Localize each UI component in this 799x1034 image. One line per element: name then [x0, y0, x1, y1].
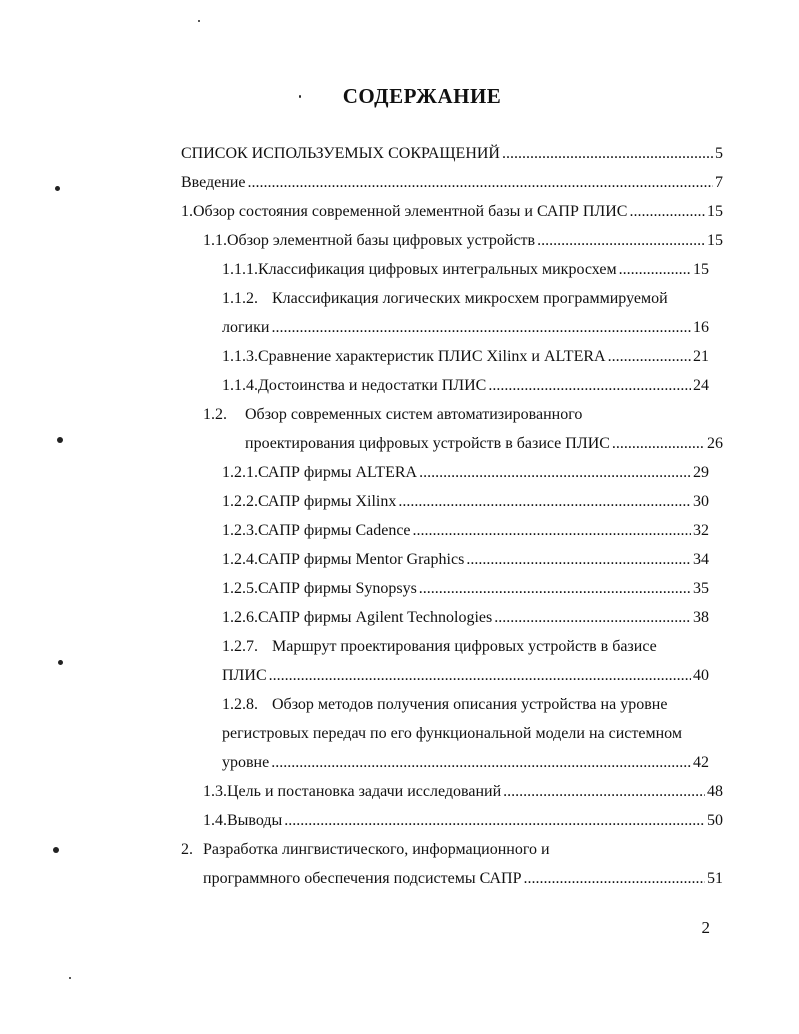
scan-speck [57, 437, 63, 443]
toc-entry-number: 1.2.2. [222, 493, 258, 510]
toc-entry-number: 1.4. [203, 812, 227, 829]
toc-entry[interactable] [245, 434, 723, 454]
toc-entry-continuation: регистровых передач по его функциональной модели на системном [222, 725, 682, 742]
dot-leader [537, 231, 705, 251]
page-number: 2 [701, 918, 710, 937]
scan-speck [58, 660, 63, 665]
toc-entry-page: 15 [707, 232, 723, 249]
dot-leader [419, 463, 691, 483]
toc-entry-page: 30 [693, 493, 709, 510]
scan-speck [69, 977, 71, 979]
toc-entry[interactable] [222, 608, 709, 628]
dot-leader [419, 579, 691, 599]
toc-entry-page: 42 [693, 754, 709, 771]
toc-entry-page: 40 [693, 667, 709, 684]
toc-entry[interactable] [181, 202, 723, 222]
toc-entry-continuation: проектирования цифровых устройств в базисе ПЛИС [245, 435, 610, 452]
dot-leader [466, 550, 691, 570]
toc-entry-page: 48 [707, 783, 723, 800]
toc-entry-title: САПР фирмы Xilinx [258, 493, 397, 510]
dot-leader [284, 811, 705, 831]
toc-entry-page: 51 [707, 870, 723, 887]
toc-entry[interactable] [222, 753, 709, 773]
toc-entry-middle-line[interactable] [222, 724, 709, 744]
toc-entry-title: САПР фирмы Synopsys [258, 580, 417, 597]
toc-entry-number: 1.1.4. [222, 377, 258, 394]
dot-leader [271, 753, 691, 773]
toc-entry-title: Введение [181, 174, 246, 191]
toc-entry-number: 1.1.1. [222, 261, 258, 278]
toc-entry-page: 21 [693, 348, 709, 365]
toc-entry[interactable] [203, 869, 723, 889]
toc-entry-number: 1. [181, 203, 193, 220]
toc-entry[interactable] [181, 144, 723, 164]
scan-speck [198, 20, 200, 22]
toc-entry-first-line[interactable] [222, 289, 709, 309]
dot-leader [619, 260, 691, 280]
dot-leader [502, 144, 713, 164]
toc-entry-number: 1.1.3. [222, 348, 258, 365]
toc-entry-first-line[interactable] [181, 840, 723, 860]
toc-entry-number: 1.2. [203, 406, 227, 423]
toc-entry-page: 15 [693, 261, 709, 278]
dot-leader [608, 347, 691, 367]
toc-entry-title: Цель и постановка задачи исследований [227, 783, 502, 800]
toc-entry-title: САПР фирмы Mentor Graphics [258, 551, 465, 568]
dot-leader [612, 434, 705, 454]
toc-entry-title: Выводы [227, 812, 283, 829]
toc-entry-page: 38 [693, 609, 709, 626]
toc-entry-continuation: программного обеспечения подсистемы САПР [203, 870, 522, 887]
toc-entry-continuation: уровне [222, 754, 270, 771]
toc-entry[interactable] [203, 782, 723, 802]
toc-entry-first-line[interactable] [222, 695, 709, 715]
toc-entry-page: 35 [693, 580, 709, 597]
toc-entry-continuation: ПЛИС [222, 667, 267, 684]
toc-entry[interactable] [222, 579, 709, 599]
scan-speck [299, 95, 301, 98]
toc-entry-number: 1.2.4. [222, 551, 258, 568]
dot-leader [629, 202, 705, 222]
dot-leader [488, 376, 691, 396]
toc-entry-page: 32 [693, 522, 709, 539]
dot-leader [503, 782, 705, 802]
toc-entry-number: 1.1. [203, 232, 227, 249]
toc-entry-continuation: логики [222, 319, 270, 336]
toc-entry-page: 7 [715, 174, 723, 191]
toc-entry-title: Достоинства и недостатки ПЛИС [258, 377, 487, 394]
toc-entry[interactable] [203, 231, 723, 251]
toc-entry-page: 34 [693, 551, 709, 568]
toc-entry-title: Классификация логических микросхем программируемой [272, 290, 668, 307]
dot-leader [413, 521, 691, 541]
dot-leader [524, 869, 706, 889]
toc-entry-number: 1.2.8. [222, 696, 258, 713]
toc-entry-number: 1.1.2. [222, 290, 258, 307]
toc-entry-title: САПР фирмы Cadence [258, 522, 411, 539]
dot-leader [398, 492, 691, 512]
toc-entry-number: 1.2.5. [222, 580, 258, 597]
toc-entry-title: Обзор элементной базы цифровых устройств [227, 232, 536, 249]
toc-entry[interactable] [222, 463, 709, 483]
toc-entry-title: Маршрут проектирования цифровых устройств в базисе [272, 638, 657, 655]
toc-entry-number: 1.2.1. [222, 464, 258, 481]
toc-entry-title: Сравнение характеристик ПЛИС Xilinx и ALTERA [258, 348, 606, 365]
toc-entry[interactable] [181, 173, 723, 193]
toc-entry[interactable] [222, 260, 709, 280]
toc-entry-title: Классификация цифровых интегральных микросхем [258, 261, 617, 278]
toc-entry-title: Обзор современных систем автоматизированного [245, 406, 583, 423]
toc-entry-number: 1.2.6. [222, 609, 258, 626]
toc-entry-number: 1.2.3. [222, 522, 258, 539]
toc-entry-page: 5 [715, 145, 723, 162]
toc-entry-first-line[interactable] [222, 637, 709, 657]
toc-entry[interactable] [222, 550, 709, 570]
toc-entry-title: САПР фирмы ALTERA [258, 464, 418, 481]
toc-entry-page: 29 [693, 464, 709, 481]
toc-entry-page: 24 [693, 377, 709, 394]
scan-speck [53, 847, 59, 853]
toc-entry-number: 1.2.7. [222, 638, 258, 655]
toc-entry[interactable] [222, 521, 709, 541]
toc-entry-title: Обзор методов получения описания устройства на уровне [272, 696, 668, 713]
toc-entry[interactable] [222, 376, 709, 396]
toc-entry-page: 16 [693, 319, 709, 336]
toc-entry-first-line[interactable] [203, 405, 723, 425]
page-title: СОДЕРЖАНИЕ [342, 84, 502, 108]
toc-entry[interactable] [222, 492, 709, 512]
toc-entry[interactable] [222, 666, 709, 686]
toc-entry[interactable] [222, 318, 709, 338]
toc-entry-title: СПИСОК ИСПОЛЬЗУЕМЫХ СОКРАЩЕНИЙ [181, 145, 500, 162]
toc-entry-title: Обзор состояния современной элементной базы и САПР ПЛИС [193, 203, 628, 220]
toc-entry-title: САПР фирмы Agilent Technologies [258, 609, 493, 626]
toc-entry[interactable] [203, 811, 723, 831]
scan-speck [55, 186, 60, 191]
toc-entry-number: 1.3. [203, 783, 227, 800]
dot-leader [494, 608, 691, 628]
toc-entry-title: Разработка лингвистического, информационного и [203, 841, 550, 858]
toc-entry-number: 2. [181, 841, 193, 858]
dot-leader [269, 666, 691, 686]
toc-entry-page: 50 [707, 812, 723, 829]
toc-entry-page: 15 [707, 203, 723, 220]
dot-leader [271, 318, 691, 338]
toc-entry[interactable] [222, 347, 709, 367]
toc-entry-page: 26 [707, 435, 723, 452]
dot-leader [248, 173, 714, 193]
